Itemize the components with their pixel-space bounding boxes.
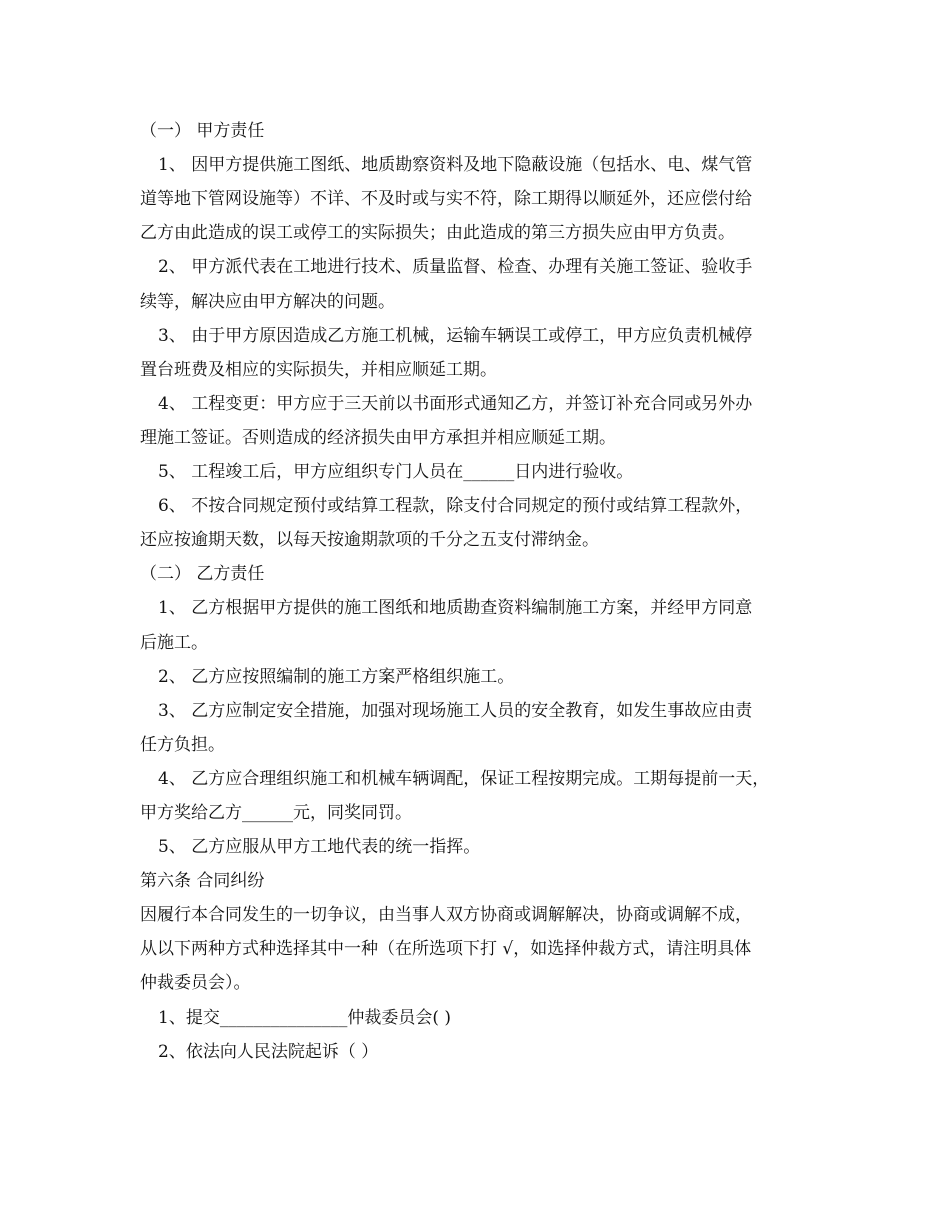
dispute-option-arbitration: 1、提交_______________仲裁委员会( ) bbox=[158, 1008, 451, 1028]
dispute-text-line3: 仲裁委员会）。 bbox=[140, 973, 251, 993]
clause-a5: 5、 工程竣工后，甲方应组织专门人员在______日内进行验收。 bbox=[158, 462, 634, 482]
dispute-option-court: 2、依法向人民法院起诉（ ） bbox=[158, 1042, 379, 1062]
clause-b5: 5、 乙方应服从甲方工地代表的统一指挥。 bbox=[158, 837, 481, 857]
dispute-text-line2: 从以下两种方式种选择其中一种（在所选项下打 √，如选择仲裁方式，请注明具体 bbox=[140, 939, 752, 959]
clause-b4-line1: 4、 乙方应合理组织施工和机械车辆调配，保证工程按期完成。工期每提前一天， bbox=[158, 769, 770, 789]
article-six-heading: 第六条 合同纠纷 bbox=[140, 871, 265, 891]
clause-b1-line1: 1、 乙方根据甲方提供的施工图纸和地质勘查资料编制施工方案，并经甲方同意 bbox=[158, 598, 753, 618]
clause-b1-line2: 后施工。 bbox=[140, 633, 208, 653]
clause-a6-line1: 6、 不按合同规定预付或结算工程款，除支付合同规定的预付或结算工程款外， bbox=[158, 496, 753, 516]
clause-a1-line3: 乙方由此造成的误工或停工的实际损失；由此造成的第三方损失应由甲方负责。 bbox=[140, 223, 735, 243]
clause-a2-line1: 2、 甲方派代表在工地进行技术、质量监督、检查、办理有关施工签证、验收手 bbox=[158, 257, 753, 277]
section-heading-party-b: （二） 乙方责任 bbox=[140, 564, 265, 584]
clause-b3-line1: 3、 乙方应制定安全措施，加强对现场施工人员的安全教育，如发生事故应由责 bbox=[158, 701, 753, 721]
clause-a1-line2: 道等地下管网设施等）不详、不及时或与实不符，除工期得以顺延外，还应偿付给 bbox=[140, 189, 752, 209]
clause-a3-line2: 置台班费及相应的实际损失，并相应顺延工期。 bbox=[140, 360, 497, 380]
clause-a1-line1: 1、 因甲方提供施工图纸、地质勘察资料及地下隐蔽设施（包括水、电、煤气管 bbox=[158, 155, 753, 175]
clause-b4-line2: 甲方奖给乙方______元，同奖同罚。 bbox=[140, 803, 412, 823]
clause-b2: 2、 乙方应按照编制的施工方案严格组织施工。 bbox=[158, 667, 515, 687]
clause-a6-line2: 还应按逾期天数，以每天按逾期款项的千分之五支付滞纳金。 bbox=[140, 530, 599, 550]
clause-a4-line1: 4、 工程变更：甲方应于三天前以书面形式通知乙方，并签订补充合同或另外办 bbox=[158, 394, 753, 414]
clause-b3-line2: 任方负担。 bbox=[140, 735, 225, 755]
section-heading-party-a: （一） 甲方责任 bbox=[140, 121, 265, 141]
dispute-text-line1: 因履行本合同发生的一切争议，由当事人双方协商或调解解决，协商或调解不成， bbox=[140, 905, 752, 925]
clause-a4-line2: 理施工签证。否则造成的经济损失由甲方承担并相应顺延工期。 bbox=[140, 428, 616, 448]
clause-a2-line2: 续等，解决应由甲方解决的问题。 bbox=[140, 292, 395, 312]
clause-a3-line1: 3、 由于甲方原因造成乙方施工机械，运输车辆误工或停工，甲方应负责机械停 bbox=[158, 326, 753, 346]
